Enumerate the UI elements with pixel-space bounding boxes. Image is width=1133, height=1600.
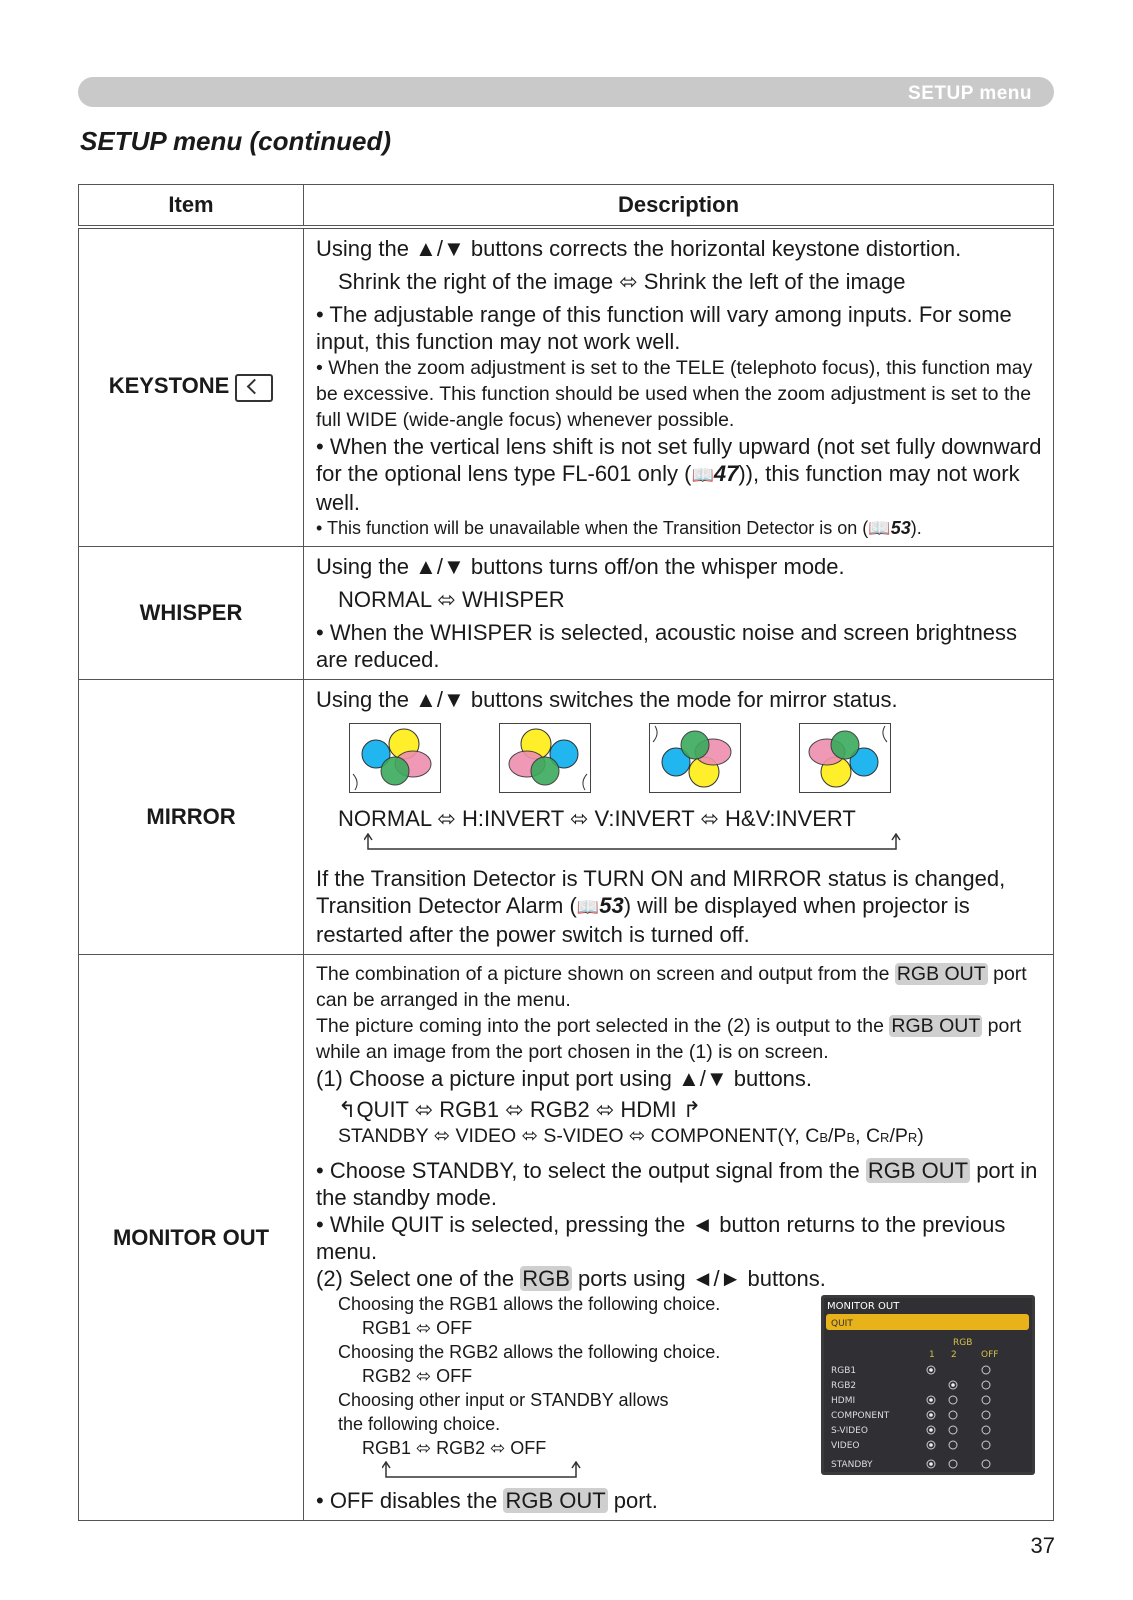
mirror-note-end: ) will be displayed when projector is restarted after the power switch is turned off. — [316, 893, 970, 947]
menu-col-2: 2 — [951, 1350, 957, 1360]
mirror-v-invert-illustration — [649, 723, 741, 793]
monitor-out-sequence-2 — [316, 1123, 1043, 1151]
monitor-out-step-2 — [316, 1265, 1043, 1292]
monitor-out-menu-screenshot — [821, 1295, 1035, 1475]
monitor-out-last-note-text: • OFF disables the — [316, 1488, 504, 1513]
loop-arrow-icon: ↱ — [682, 1097, 702, 1122]
whisper-options: NORMAL ⬄ WHISPER — [338, 587, 565, 612]
sequence-1-text: QUIT ⬄ RGB1 ⬄ RGB2 ⬄ HDMI — [356, 1097, 677, 1122]
item-name-keystone: KEYSTONE — [108, 373, 230, 399]
column-header-description: Description — [304, 185, 1054, 228]
rgb-out-label: RGB OUT — [505, 1488, 606, 1513]
keystone-note-4-end: ). — [910, 518, 922, 538]
keystone-usage: Using the ▲/▼ buttons corrects the horizontal keystone distortion. — [316, 236, 962, 261]
keystone-icon — [235, 374, 273, 402]
monitor-out-note-1-text: • Choose STANDBY, to select the output signal from the — [316, 1158, 866, 1183]
rgb-out-label: RGB OUT — [867, 1158, 969, 1183]
menu-row-label: STANDBY — [831, 1460, 873, 1470]
keystone-note-4-text: • This function will be unavailable when the Transition Detector is on ( — [316, 518, 869, 538]
page-ref-53[interactable]: 53 — [599, 893, 624, 918]
monitor-out-intro-text: The combination of a picture shown on screen and output from the — [316, 963, 895, 985]
desc-cell-mirror — [304, 680, 1054, 955]
menu-radio-dot — [929, 1428, 933, 1432]
menu-radio-dot — [929, 1398, 933, 1402]
menu-radio-dot — [951, 1383, 955, 1387]
monitor-out-choice-1: Choosing the RGB1 allows the following choice. — [338, 1294, 721, 1314]
sequence-2-sub-b: B — [819, 1130, 829, 1145]
menu-radio-dot — [929, 1443, 933, 1447]
section-header-bar — [78, 77, 1054, 107]
mirror-note — [316, 865, 1043, 948]
keystone-note-4 — [316, 516, 1043, 540]
mirror-usage: Using the ▲/▼ buttons switches the mode for mirror status. — [316, 687, 898, 712]
monitor-out-choice-2-values: RGB2 ⬄ OFF — [362, 1366, 473, 1386]
monitor-out-intro — [316, 961, 1043, 1013]
monitor-out-note-1-end: port in the standby mode. — [316, 1158, 1038, 1210]
settings-table — [78, 184, 1054, 1521]
keystone-options: Shrink the right of the image ⬄ Shrink the left of the image — [338, 269, 906, 294]
monitor-out-explain-end: port while an image from the port chosen in the (1) is on screen. — [316, 1015, 1022, 1063]
mirror-options: NORMAL ⬄ H:INVERT ⬄ V:INVERT ⬄ H&V:INVERT — [338, 806, 856, 831]
item-name-monitor-out: MONITOR OUT — [112, 1224, 270, 1250]
table-row-monitor-out — [79, 955, 1054, 1521]
page-number: 37 — [1030, 1533, 1055, 1558]
monitor-out-choice-1-values: RGB1 ⬄ OFF — [362, 1318, 473, 1338]
monitor-out-explain — [316, 1013, 1043, 1065]
monitor-out-choice-3: Choosing other input or STANDBY allows — [338, 1390, 669, 1410]
desc-cell-keystone — [304, 227, 1054, 547]
menu-quit-highlight — [826, 1314, 1029, 1330]
book-icon: 📖 — [691, 465, 714, 485]
page-ref-47[interactable]: 47 — [713, 461, 739, 486]
menu-title: MONITOR OUT — [827, 1301, 900, 1312]
sequence-2-pb: /P — [828, 1125, 847, 1147]
monitor-out-choice-2: Choosing the RGB2 allows the following choice. — [338, 1342, 721, 1362]
page-ref-53[interactable]: 53 — [890, 518, 911, 538]
rgb-out-label: RGB OUT — [891, 1015, 981, 1037]
menu-radio-dot — [929, 1462, 933, 1466]
desc-cell-monitor-out — [304, 955, 1054, 1521]
keystone-note-3-end: )), this function may not work well. — [316, 461, 1020, 515]
table-header-row — [79, 185, 1054, 228]
item-cell-mirror — [79, 680, 304, 955]
monitor-out-note-2: • While QUIT is selected, pressing the ◄ button returns to the previous menu. — [316, 1212, 1006, 1264]
loop-arrow-icon — [382, 1461, 582, 1481]
mirror-illustrations — [316, 723, 1043, 793]
book-icon: 📖 — [576, 897, 600, 917]
menu-quit: QUIT — [831, 1319, 853, 1329]
monitor-out-choice-3-values: RGB1 ⬄ RGB2 ⬄ OFF — [362, 1438, 547, 1458]
item-cell-keystone — [79, 227, 304, 547]
mirror-normal-illustration — [349, 723, 441, 793]
menu-col-off: OFF — [981, 1350, 999, 1360]
monitor-out-last-note — [316, 1487, 1043, 1514]
menu-row-label: RGB2 — [831, 1381, 857, 1391]
menu-row-label: COMPONENT — [831, 1411, 890, 1421]
keystone-note-1: • The adjustable range of this function will vary among inputs. For some input, this function may not work well. — [316, 302, 1012, 354]
page-title: SETUP menu (continued) — [80, 126, 392, 156]
mirror-note-text: If the Transition Detector is TURN ON and MIRROR status is changed, Transition Detector Alarm ( — [316, 866, 1006, 918]
column-header-item: Item — [79, 185, 304, 228]
table-row-keystone — [79, 227, 1054, 547]
menu-radio-dot — [929, 1368, 933, 1372]
monitor-out-intro-end: port can be arranged in the menu. — [316, 963, 1027, 1011]
keystone-note-3 — [316, 433, 1043, 516]
monitor-out-last-note-end: port. — [607, 1488, 658, 1513]
book-icon: 📖 — [868, 518, 891, 538]
section-header-label: SETUP menu — [908, 83, 1032, 104]
item-name-whisper: WHISPER — [139, 600, 243, 625]
menu-radio-dot — [929, 1413, 933, 1417]
sequence-2-sub-r2: R — [907, 1130, 918, 1145]
loop-arrow-icon: ↰ — [338, 1097, 357, 1122]
monitor-out-step-1: (1) Choose a picture input port using ▲/▼ buttons. — [316, 1066, 813, 1091]
monitor-out-explain-text: The picture coming into the port selected in the (2) is output to the — [316, 1015, 890, 1037]
monitor-out-sequence-1 — [316, 1096, 1043, 1123]
whisper-usage: Using the ▲/▼ buttons turns off/on the whisper mode. — [316, 554, 845, 579]
monitor-out-step-2-end: ports using ◄/► buttons. — [571, 1266, 826, 1291]
menu-row-label: S-VIDEO — [831, 1426, 868, 1436]
rgb-label: RGB — [522, 1266, 570, 1291]
sequence-2-pr: /P — [889, 1125, 908, 1147]
keystone-note-2: • When the zoom adjustment is set to the TELE (telephoto focus), this function may be excessive. This function should be used when the zoom adjustment is set to the full WIDE (wide-angle focus) whenever possible. — [316, 357, 1033, 431]
sequence-2-sub-b2: B — [846, 1130, 856, 1145]
menu-row-label: RGB1 — [831, 1366, 857, 1376]
loop-arrow-icon — [364, 833, 904, 853]
sequence-2-text: STANDBY ⬄ VIDEO ⬄ S-VIDEO ⬄ COMPONENT(Y, C — [338, 1125, 820, 1147]
sequence-2-end: ) — [917, 1125, 924, 1147]
monitor-out-note-1 — [316, 1157, 1043, 1211]
monitor-out-choice-3-cont: the following choice. — [338, 1414, 501, 1434]
sequence-2-comma: , C — [855, 1125, 881, 1147]
menu-group: RGB — [953, 1338, 973, 1348]
item-name-mirror: MIRROR — [146, 804, 236, 829]
menu-row-label: HDMI — [831, 1396, 856, 1406]
menu-col-1: 1 — [929, 1350, 935, 1360]
keystone-note-3-text: • When the vertical lens shift is not set fully upward (not set fully downward for the optional lens type FL-601 only ( — [316, 434, 1042, 486]
mirror-hv-invert-illustration — [799, 723, 891, 793]
monitor-out-step-2-text: (2) Select one of the — [316, 1266, 521, 1291]
table-row-whisper — [79, 547, 1054, 680]
sequence-2-sub-r: R — [880, 1130, 890, 1145]
item-cell-monitor-out — [79, 955, 304, 1521]
item-cell-whisper — [79, 547, 304, 680]
mirror-h-invert-illustration — [499, 723, 591, 793]
desc-cell-whisper — [304, 547, 1054, 680]
table-row-mirror — [79, 680, 1054, 955]
rgb-out-label: RGB OUT — [896, 963, 986, 985]
whisper-note: • When the WHISPER is selected, acoustic noise and screen brightness are reduced. — [316, 620, 1018, 672]
menu-row-label: VIDEO — [831, 1441, 860, 1451]
